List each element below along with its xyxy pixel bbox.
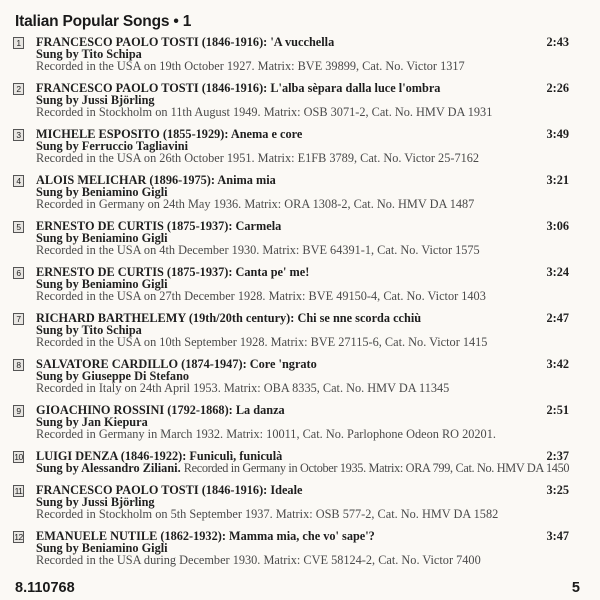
track-duration: 3:25	[546, 483, 569, 497]
catalog-number: 8.110768	[15, 580, 75, 596]
track-duration: 2:26	[546, 81, 569, 95]
track-item	[13, 358, 573, 394]
track-number: 8	[13, 359, 24, 371]
track-item	[13, 220, 573, 256]
track-item	[13, 36, 573, 72]
track-recording-info: Recorded in the USA on 27th December 1928. Matrix: BVE 49150-4, Cat. No. Victor 1403	[36, 289, 486, 303]
track-item	[13, 450, 573, 474]
track-heading: EMANUELE NUTILE (1862-1932): Mamma mia, che vo' sape'?	[36, 529, 375, 543]
track-recording-info: Recorded in Germany in March 1932. Matrix: 10011, Cat. No. Parlophone Odeon RO 20201.	[36, 427, 496, 441]
track-recording-info: Recorded in the USA during December 1930. Matrix: CVE 58124-2, Cat. No. Victor 7400	[36, 553, 481, 567]
track-duration: 2:43	[546, 35, 569, 49]
track-recording-info: Recorded in the USA on 26th October 1951. Matrix: E1FB 3789, Cat. No. Victor 25-7162	[36, 151, 480, 165]
track-recording-info: Recorded in the USA on 19th October 1927. Matrix: BVE 39899, Cat. No. Victor 1317	[36, 59, 465, 73]
track-duration: 2:51	[546, 403, 569, 417]
track-heading: ERNESTO DE CURTIS (1875-1937): Carmela	[36, 219, 282, 233]
track-performer: Sung by Jussi Björling	[36, 93, 155, 107]
track-performer: Sung by Tito Schipa	[36, 47, 142, 61]
track-performer: Sung by Alessandro Ziliani.	[36, 461, 181, 475]
track-item	[13, 128, 573, 164]
track-recording-info: Recorded in the USA on 10th September 1928. Matrix: BVE 27115-6, Cat. No. Victor 1415	[36, 335, 488, 349]
track-heading: FRANCESCO PAOLO TOSTI (1846-1916): L'alba sèpara dalla luce l'ombra	[36, 81, 441, 95]
track-duration: 3:24	[546, 265, 569, 279]
track-number: 5	[13, 221, 24, 233]
track-item	[13, 484, 573, 520]
track-heading: FRANCESCO PAOLO TOSTI (1846-1916): 'A vucchella	[36, 35, 335, 49]
track-item	[13, 82, 573, 118]
track-duration: 2:37	[546, 449, 569, 463]
track-number: 10	[14, 452, 23, 462]
track-duration: 3:49	[546, 127, 569, 141]
track-item	[13, 174, 573, 210]
track-duration: 3:06	[546, 219, 569, 233]
track-heading: MICHELE ESPOSITO (1855-1929): Anema e core	[36, 127, 303, 141]
track-number: 3	[13, 129, 24, 141]
track-heading: LUIGI DENZA (1846-1922): Funiculì, funiculà	[36, 449, 283, 463]
track-duration: 3:42	[546, 357, 569, 371]
track-performer: Sung by Tito Schipa	[36, 323, 142, 337]
page-number: 5	[571, 580, 580, 596]
track-number: 7	[13, 313, 24, 325]
track-recording-info: Recorded in Stockholm on 5th September 1937. Matrix: OSB 577-2, Cat. No. HMV DA 1582	[36, 507, 499, 521]
track-heading: FRANCESCO PAOLO TOSTI (1846-1916): Ideale	[36, 483, 303, 497]
track-heading: SALVATORE CARDILLO (1874-1947): Core 'ngrato	[36, 357, 317, 371]
track-performer: Sung by Jan Kiepura	[36, 415, 148, 429]
track-duration: 2:47	[546, 311, 569, 325]
track-performer: Sung by Beniamino Gigli	[36, 277, 168, 291]
track-number: 1	[13, 37, 24, 49]
track-performer: Sung by Beniamino Gigli	[36, 231, 168, 245]
track-performer: Sung by Ferruccio Tagliavini	[36, 139, 189, 153]
track-list	[13, 36, 573, 576]
track-item	[13, 266, 573, 302]
track-number: 9	[13, 405, 24, 417]
track-performer: Sung by Beniamino Gigli	[36, 185, 168, 199]
track-recording-info: Recorded in the USA on 4th December 1930. Matrix: BVE 64391-1, Cat. No. Victor 1575	[36, 243, 480, 257]
track-heading: ERNESTO DE CURTIS (1875-1937): Canta pe' me!	[36, 265, 310, 279]
track-item	[13, 312, 573, 348]
track-performer: Sung by Giuseppe Di Stefano	[36, 369, 190, 383]
track-duration: 3:47	[546, 529, 569, 543]
track-recording-info: Recorded in Stockholm on 11th August 1949. Matrix: OSB 3071-2, Cat. No. HMV DA 1931	[36, 105, 493, 119]
track-performer-line	[36, 462, 573, 474]
track-heading: ALOIS MELICHAR (1896-1975): Anima mia	[36, 173, 276, 187]
track-item	[13, 404, 573, 440]
track-item	[13, 530, 573, 566]
track-duration: 3:21	[546, 173, 569, 187]
track-number: 12	[14, 532, 23, 542]
page-title: Italian Popular Songs • 1	[15, 13, 192, 30]
track-number: 4	[13, 175, 24, 187]
track-number: 2	[13, 83, 24, 95]
track-heading: GIOACHINO ROSSINI (1792-1868): La danza	[36, 403, 285, 417]
track-recording-info: Recorded in Germany on 24th May 1936. Matrix: ORA 1308-2, Cat. No. HMV DA 1487	[36, 197, 475, 211]
track-heading: RICHARD BARTHELEMY (19th/20th century): Chi se nne scorda cchiù	[36, 311, 422, 325]
track-performer: Sung by Beniamino Gigli	[36, 541, 168, 555]
track-recording-info: Recorded in Germany in October 1935. Matrix: ORA 799, Cat. No. HMV DA 1450	[183, 461, 570, 475]
track-number: 6	[13, 267, 24, 279]
track-number: 11	[14, 486, 23, 496]
track-recording-info: Recorded in Italy on 24th April 1953. Matrix: OBA 8335, Cat. No. HMV DA 11345	[36, 381, 450, 395]
track-performer: Sung by Jussi Björling	[36, 495, 155, 509]
